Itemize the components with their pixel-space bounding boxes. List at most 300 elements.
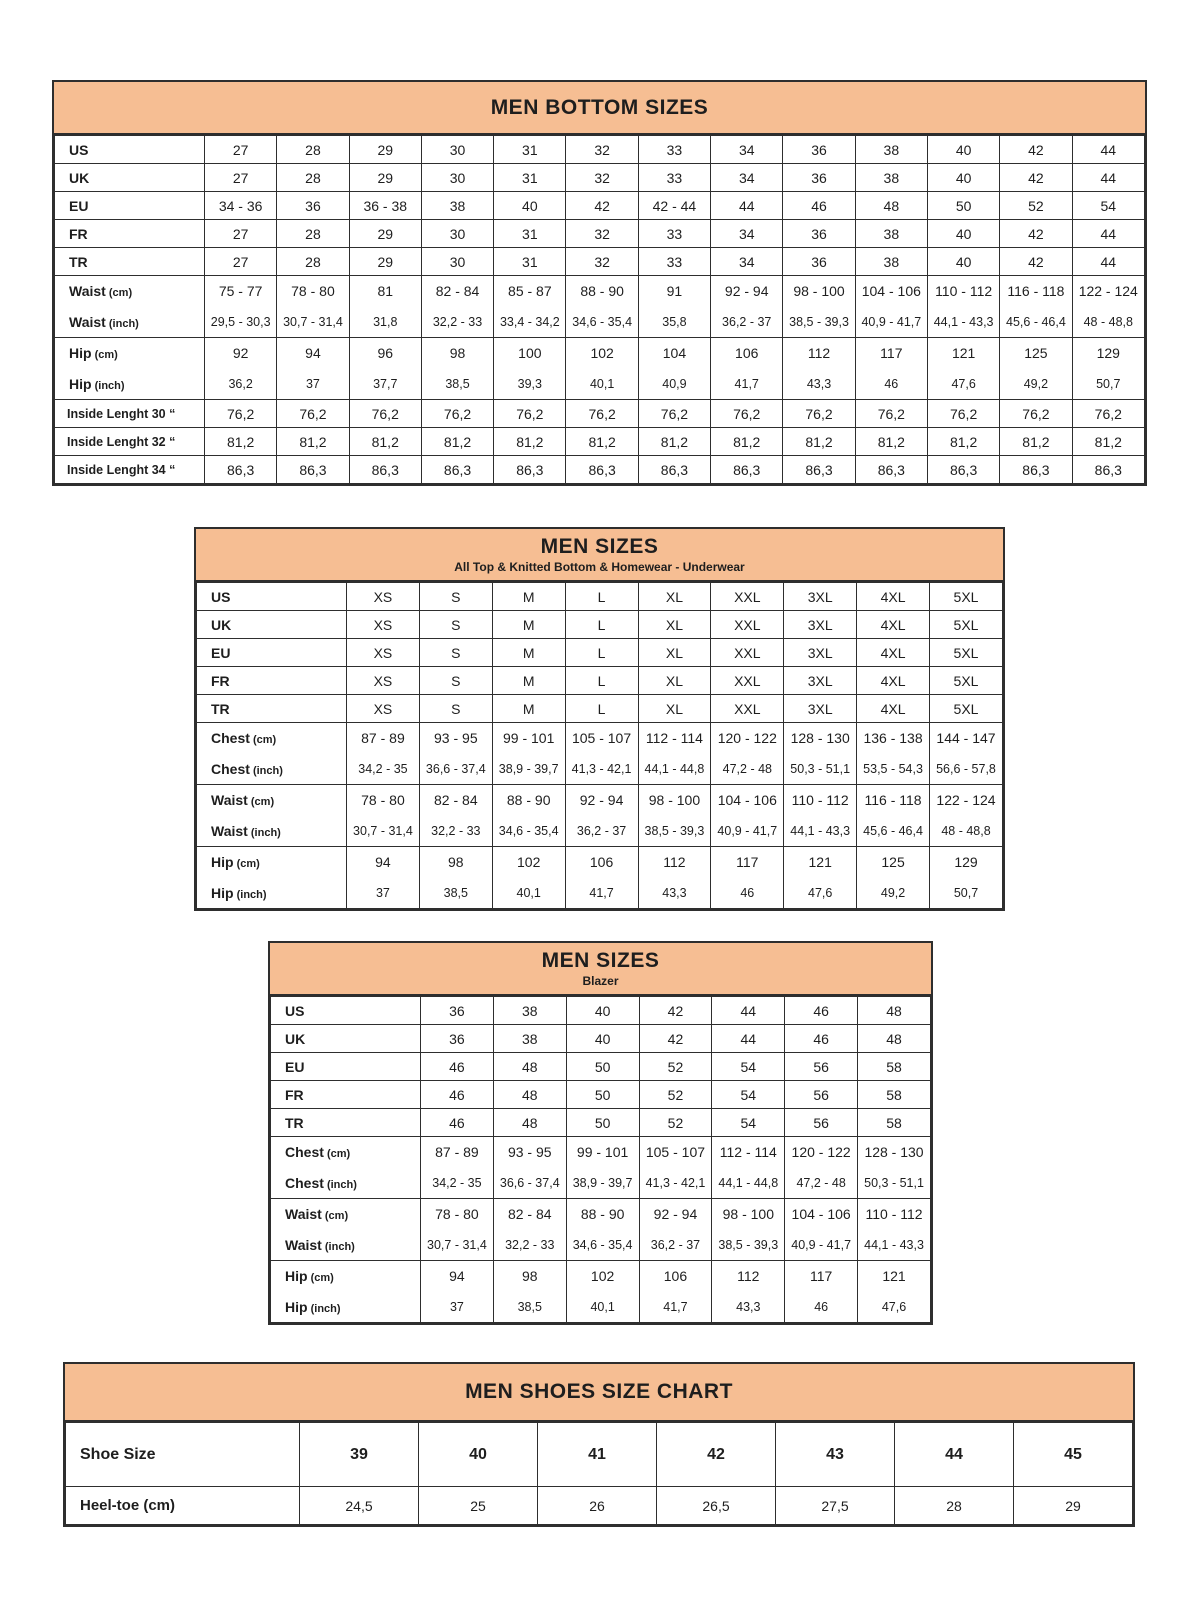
table-cell: XS — [347, 695, 420, 723]
row-label: US — [197, 583, 347, 611]
table-cell: 38,5 — [421, 369, 493, 400]
table-cell: 44 — [895, 1423, 1014, 1487]
row-label: TR — [197, 695, 347, 723]
table-cell: 34 — [711, 164, 783, 192]
table-cell: 86,3 — [494, 456, 566, 484]
men-sizes-top-table — [194, 527, 1005, 911]
table-cell: 30 — [421, 136, 493, 164]
table-cell: 129 — [930, 847, 1003, 878]
table-cell: 125 — [1000, 338, 1072, 369]
row-label: Waist (inch) — [271, 1230, 421, 1261]
table-cell: 81,2 — [638, 428, 710, 456]
table-cell: 43 — [776, 1423, 895, 1487]
table-cell: 33 — [638, 136, 710, 164]
table-row — [55, 369, 1145, 400]
table-cell: 41 — [538, 1423, 657, 1487]
table-cell: 38,9 - 39,7 — [492, 754, 565, 785]
table-cell: 40,1 — [566, 369, 638, 400]
table-cell: S — [419, 583, 492, 611]
table-cell: 88 - 90 — [492, 785, 565, 816]
table-row — [271, 1199, 931, 1230]
table-cell: 122 - 124 — [1072, 276, 1144, 307]
table-cell: 5XL — [930, 611, 1003, 639]
table-cell: 3XL — [784, 695, 857, 723]
table-cell: 86,3 — [638, 456, 710, 484]
table-cell: 106 — [565, 847, 638, 878]
table-cell: 32 — [566, 136, 638, 164]
table-cell: 43,3 — [638, 878, 711, 909]
table-cell: 99 - 101 — [566, 1137, 639, 1168]
table-cell: 27 — [205, 220, 277, 248]
table-cell: 42 — [1000, 220, 1072, 248]
men-shoes-size-table — [63, 1362, 1135, 1527]
table-cell: 76,2 — [855, 400, 927, 428]
row-label: US — [271, 997, 421, 1025]
table-row — [55, 400, 1145, 428]
table-cell: 116 - 118 — [1000, 276, 1072, 307]
table-cell: 5XL — [930, 695, 1003, 723]
table-cell: 27,5 — [776, 1487, 895, 1525]
row-label: EU — [55, 192, 205, 220]
table-cell: 102 — [566, 338, 638, 369]
table-cell: 43,3 — [783, 369, 855, 400]
table-cell: 48 — [855, 192, 927, 220]
table-cell: 36,6 - 37,4 — [493, 1168, 566, 1199]
table-cell: 3XL — [784, 583, 857, 611]
table-cell: 27 — [205, 248, 277, 276]
row-label: Hip (inch) — [55, 369, 205, 400]
table-cell: 35,8 — [638, 307, 710, 338]
table-cell: 38 — [493, 1025, 566, 1053]
table-cell: 40 — [927, 164, 999, 192]
table-cell: 50,7 — [930, 878, 1003, 909]
table-cell: M — [492, 667, 565, 695]
table-cell: 29,5 - 30,3 — [205, 307, 277, 338]
table-cell: 37 — [347, 878, 420, 909]
table-cell: 86,3 — [421, 456, 493, 484]
table-cell: 4XL — [857, 695, 930, 723]
table-cell: 26,5 — [657, 1487, 776, 1525]
table-cell: 40,9 - 41,7 — [711, 816, 784, 847]
table-cell: 98 — [421, 338, 493, 369]
size-table — [270, 996, 931, 1323]
table-cell: 78 - 80 — [421, 1199, 494, 1230]
table-row — [197, 611, 1003, 639]
table-cell: 29 — [349, 136, 421, 164]
table-cell: 48 - 48,8 — [930, 816, 1003, 847]
row-label: Heel-toe (cm) — [66, 1487, 300, 1525]
table-cell: 112 — [712, 1261, 785, 1292]
table-cell: 40 — [419, 1423, 538, 1487]
table-cell: 36,2 - 37 — [639, 1230, 712, 1261]
row-label: TR — [55, 248, 205, 276]
table-cell: 5XL — [930, 639, 1003, 667]
table-cell: L — [565, 695, 638, 723]
table-cell: 48 — [493, 1053, 566, 1081]
table-cell: 98 - 100 — [712, 1199, 785, 1230]
table-cell: 81,2 — [783, 428, 855, 456]
table-cell: 76,2 — [1000, 400, 1072, 428]
table-cell: 86,3 — [1072, 456, 1144, 484]
table-cell: 76,2 — [277, 400, 349, 428]
table-cell: 56 — [785, 1081, 858, 1109]
table-cell: 76,2 — [566, 400, 638, 428]
table-row — [55, 164, 1145, 192]
table-cell: 86,3 — [711, 456, 783, 484]
table-cell: 50 — [566, 1081, 639, 1109]
table-cell: 93 - 95 — [419, 723, 492, 754]
table-header — [65, 1364, 1133, 1422]
table-cell: 46 — [855, 369, 927, 400]
table-cell: 39 — [300, 1423, 419, 1487]
table-cell: 78 - 80 — [277, 276, 349, 307]
table-cell: L — [565, 667, 638, 695]
table-cell: S — [419, 611, 492, 639]
table-cell: 44,1 - 43,3 — [927, 307, 999, 338]
row-label: Waist (cm) — [55, 276, 205, 307]
table-cell: 40,1 — [492, 878, 565, 909]
table-cell: 44 — [711, 192, 783, 220]
table-cell: 92 - 94 — [565, 785, 638, 816]
table-cell: 117 — [711, 847, 784, 878]
table-cell: XL — [638, 611, 711, 639]
table-cell: 31 — [494, 136, 566, 164]
table-cell: 36 — [783, 164, 855, 192]
table-cell: 105 - 107 — [639, 1137, 712, 1168]
table-row — [271, 1230, 931, 1261]
table-cell: 49,2 — [1000, 369, 1072, 400]
table-cell: 144 - 147 — [930, 723, 1003, 754]
table-cell: 36,2 - 37 — [565, 816, 638, 847]
table-cell: 34 — [711, 220, 783, 248]
table-cell: 49,2 — [857, 878, 930, 909]
table-cell: 27 — [205, 136, 277, 164]
table-cell: 44,1 - 43,3 — [858, 1230, 931, 1261]
row-label: FR — [271, 1081, 421, 1109]
table-cell: 30,7 - 31,4 — [421, 1230, 494, 1261]
table-cell: 42 — [1000, 136, 1072, 164]
table-row — [66, 1423, 1133, 1487]
table-cell: M — [492, 583, 565, 611]
table-cell: 46 — [421, 1053, 494, 1081]
table-cell: 36 - 38 — [349, 192, 421, 220]
table-title: MEN SIZES — [540, 535, 659, 558]
table-cell: 28 — [277, 136, 349, 164]
table-cell: 28 — [277, 220, 349, 248]
table-cell: 44 — [1072, 220, 1144, 248]
table-cell: 32 — [566, 164, 638, 192]
table-row — [197, 639, 1003, 667]
table-cell: 36 — [421, 1025, 494, 1053]
table-cell: 54 — [1072, 192, 1144, 220]
table-cell: 46 — [785, 997, 858, 1025]
table-cell: 36 — [783, 220, 855, 248]
table-cell: 33 — [638, 220, 710, 248]
table-cell: 38 — [855, 136, 927, 164]
table-cell: 48 - 48,8 — [1072, 307, 1144, 338]
table-cell: 85 - 87 — [494, 276, 566, 307]
table-cell: 40 — [927, 248, 999, 276]
table-cell: S — [419, 667, 492, 695]
table-cell: 31 — [494, 248, 566, 276]
row-label: Hip (cm) — [271, 1261, 421, 1292]
table-cell: 58 — [858, 1053, 931, 1081]
table-cell: 38 — [421, 192, 493, 220]
table-cell: 92 - 94 — [711, 276, 783, 307]
row-label: Hip (cm) — [55, 338, 205, 369]
table-cell: 38,5 - 39,3 — [712, 1230, 785, 1261]
table-cell: 40 — [927, 220, 999, 248]
table-cell: 86,3 — [349, 456, 421, 484]
table-cell: 81,2 — [349, 428, 421, 456]
table-row — [271, 1053, 931, 1081]
men-bottom-sizes-table — [52, 80, 1147, 486]
table-cell: 86,3 — [1000, 456, 1072, 484]
table-subtitle: Blazer — [582, 974, 619, 988]
table-cell: 98 — [419, 847, 492, 878]
table-cell: 41,3 - 42,1 — [639, 1168, 712, 1199]
table-cell: 104 - 106 — [785, 1199, 858, 1230]
table-cell: 53,5 - 54,3 — [857, 754, 930, 785]
table-cell: 36 — [277, 192, 349, 220]
table-cell: 58 — [858, 1109, 931, 1137]
table-cell: 47,6 — [927, 369, 999, 400]
table-cell: 136 - 138 — [857, 723, 930, 754]
table-cell: 44,1 - 44,8 — [638, 754, 711, 785]
table-cell: 47,2 - 48 — [785, 1168, 858, 1199]
table-cell: 81,2 — [205, 428, 277, 456]
table-cell: 40,9 - 41,7 — [785, 1230, 858, 1261]
table-cell: 98 - 100 — [783, 276, 855, 307]
table-cell: 121 — [784, 847, 857, 878]
table-cell: 38 — [855, 220, 927, 248]
row-label: Inside Lenght 32 “ — [55, 428, 205, 456]
table-cell: 32 — [566, 220, 638, 248]
table-cell: 117 — [785, 1261, 858, 1292]
row-label: UK — [197, 611, 347, 639]
table-cell: 88 - 90 — [566, 1199, 639, 1230]
table-cell: 121 — [927, 338, 999, 369]
table-cell: 93 - 95 — [493, 1137, 566, 1168]
table-cell: 38 — [493, 997, 566, 1025]
table-cell: 48 — [858, 997, 931, 1025]
table-cell: 92 - 94 — [639, 1199, 712, 1230]
table-cell: XXL — [711, 695, 784, 723]
table-cell: 44 — [1072, 164, 1144, 192]
table-cell: 47,2 - 48 — [711, 754, 784, 785]
row-label: TR — [271, 1109, 421, 1137]
table-cell: 42 — [657, 1423, 776, 1487]
table-cell: 36,2 - 37 — [711, 307, 783, 338]
table-cell: 102 — [566, 1261, 639, 1292]
table-cell: 116 - 118 — [857, 785, 930, 816]
table-cell: 50,7 — [1072, 369, 1144, 400]
table-cell: 76,2 — [205, 400, 277, 428]
table-cell: 3XL — [784, 611, 857, 639]
table-cell: 31 — [494, 164, 566, 192]
table-cell: 41,7 — [639, 1292, 712, 1323]
table-cell: XS — [347, 583, 420, 611]
table-row — [197, 754, 1003, 785]
table-cell: 34,6 - 35,4 — [566, 307, 638, 338]
table-cell: 29 — [349, 248, 421, 276]
table-row — [271, 1109, 931, 1137]
table-cell: 36 — [783, 136, 855, 164]
table-cell: 120 - 122 — [711, 723, 784, 754]
table-row — [55, 338, 1145, 369]
table-cell: 81,2 — [1000, 428, 1072, 456]
table-cell: 76,2 — [349, 400, 421, 428]
table-cell: L — [565, 611, 638, 639]
table-cell: 47,6 — [858, 1292, 931, 1323]
table-cell: 81,2 — [855, 428, 927, 456]
table-cell: 106 — [711, 338, 783, 369]
table-cell: 50 — [927, 192, 999, 220]
table-cell: 41,7 — [711, 369, 783, 400]
row-label: Waist (cm) — [197, 785, 347, 816]
table-cell: 81,2 — [277, 428, 349, 456]
table-cell: 82 - 84 — [493, 1199, 566, 1230]
table-cell: 40,9 — [638, 369, 710, 400]
table-title: MEN SHOES SIZE CHART — [465, 1380, 733, 1403]
table-row — [197, 583, 1003, 611]
table-cell: 46 — [783, 192, 855, 220]
table-cell: 98 - 100 — [638, 785, 711, 816]
table-cell: 3XL — [784, 667, 857, 695]
row-label: Waist (inch) — [197, 816, 347, 847]
table-cell: 5XL — [930, 667, 1003, 695]
table-cell: 52 — [639, 1109, 712, 1137]
table-cell: S — [419, 639, 492, 667]
table-cell: 42 — [639, 1025, 712, 1053]
table-cell: 36,6 - 37,4 — [419, 754, 492, 785]
row-label: Hip (inch) — [197, 878, 347, 909]
row-label: EU — [197, 639, 347, 667]
table-cell: 48 — [493, 1109, 566, 1137]
table-cell: 120 - 122 — [785, 1137, 858, 1168]
table-cell: 38,5 — [493, 1292, 566, 1323]
table-cell: 29 — [349, 220, 421, 248]
table-cell: 45,6 - 46,4 — [1000, 307, 1072, 338]
table-cell: XXL — [711, 667, 784, 695]
table-cell: 87 - 89 — [347, 723, 420, 754]
table-row — [197, 667, 1003, 695]
table-cell: XL — [638, 583, 711, 611]
table-cell: 76,2 — [783, 400, 855, 428]
table-cell: 4XL — [857, 583, 930, 611]
table-cell: 104 — [638, 338, 710, 369]
table-cell: 26 — [538, 1487, 657, 1525]
table-cell: 40,9 - 41,7 — [855, 307, 927, 338]
table-row — [197, 723, 1003, 754]
table-cell: XL — [638, 695, 711, 723]
table-cell: 102 — [492, 847, 565, 878]
table-row — [55, 307, 1145, 338]
row-label: FR — [197, 667, 347, 695]
men-sizes-blazer-table — [268, 941, 933, 1325]
table-cell: XS — [347, 667, 420, 695]
table-row — [55, 136, 1145, 164]
row-label: Inside Lenght 34 “ — [55, 456, 205, 484]
table-cell: 81,2 — [494, 428, 566, 456]
table-cell: 46 — [711, 878, 784, 909]
table-cell: 81,2 — [421, 428, 493, 456]
table-cell: 45 — [1014, 1423, 1133, 1487]
table-row — [271, 1081, 931, 1109]
table-cell: 44 — [1072, 136, 1144, 164]
size-table — [196, 582, 1003, 909]
table-row — [271, 1168, 931, 1199]
table-cell: 112 — [638, 847, 711, 878]
table-cell: 78 - 80 — [347, 785, 420, 816]
table-cell: 33 — [638, 164, 710, 192]
table-cell: 32 — [566, 248, 638, 276]
table-cell: 128 - 130 — [858, 1137, 931, 1168]
table-cell: 94 — [347, 847, 420, 878]
table-cell: 76,2 — [638, 400, 710, 428]
table-cell: 86,3 — [783, 456, 855, 484]
table-subtitle: All Top & Knitted Bottom & Homewear - Underwear — [454, 560, 745, 574]
table-cell: 33,4 - 34,2 — [494, 307, 566, 338]
table-cell: XS — [347, 639, 420, 667]
table-cell: 112 - 114 — [712, 1137, 785, 1168]
table-cell: 30 — [421, 248, 493, 276]
row-label: Waist (inch) — [55, 307, 205, 338]
table-cell: 46 — [785, 1025, 858, 1053]
table-header — [196, 529, 1003, 582]
table-cell: 94 — [421, 1261, 494, 1292]
table-cell: 30,7 - 31,4 — [277, 307, 349, 338]
table-cell: 46 — [421, 1109, 494, 1137]
table-cell: 104 - 106 — [855, 276, 927, 307]
table-cell: 128 - 130 — [784, 723, 857, 754]
table-cell: 30,7 - 31,4 — [347, 816, 420, 847]
table-row — [197, 785, 1003, 816]
table-row — [55, 220, 1145, 248]
table-cell: 48 — [858, 1025, 931, 1053]
table-cell: 44 — [1072, 248, 1144, 276]
table-cell: 76,2 — [1072, 400, 1144, 428]
table-cell: XXL — [711, 639, 784, 667]
table-cell: 50,3 - 51,1 — [784, 754, 857, 785]
table-cell: L — [565, 583, 638, 611]
table-cell: 42 — [1000, 248, 1072, 276]
table-cell: 81,2 — [566, 428, 638, 456]
table-row — [197, 847, 1003, 878]
size-table — [54, 135, 1145, 484]
table-cell: 38 — [855, 248, 927, 276]
table-row — [55, 276, 1145, 307]
table-cell: 56,6 - 57,8 — [930, 754, 1003, 785]
table-cell: 91 — [638, 276, 710, 307]
table-cell: 46 — [785, 1292, 858, 1323]
table-row — [271, 1025, 931, 1053]
table-cell: 47,6 — [784, 878, 857, 909]
table-cell: 41,7 — [565, 878, 638, 909]
table-cell: 4XL — [857, 611, 930, 639]
table-cell: 99 - 101 — [492, 723, 565, 754]
table-cell: 44,1 - 43,3 — [784, 816, 857, 847]
row-label: Chest (cm) — [271, 1137, 421, 1168]
table-cell: 40 — [494, 192, 566, 220]
table-row — [271, 997, 931, 1025]
table-row — [55, 248, 1145, 276]
table-row — [271, 1137, 931, 1168]
table-cell: 40,1 — [566, 1292, 639, 1323]
table-cell: 38 — [855, 164, 927, 192]
table-cell: 32,2 - 33 — [493, 1230, 566, 1261]
table-cell: 32,2 - 33 — [421, 307, 493, 338]
